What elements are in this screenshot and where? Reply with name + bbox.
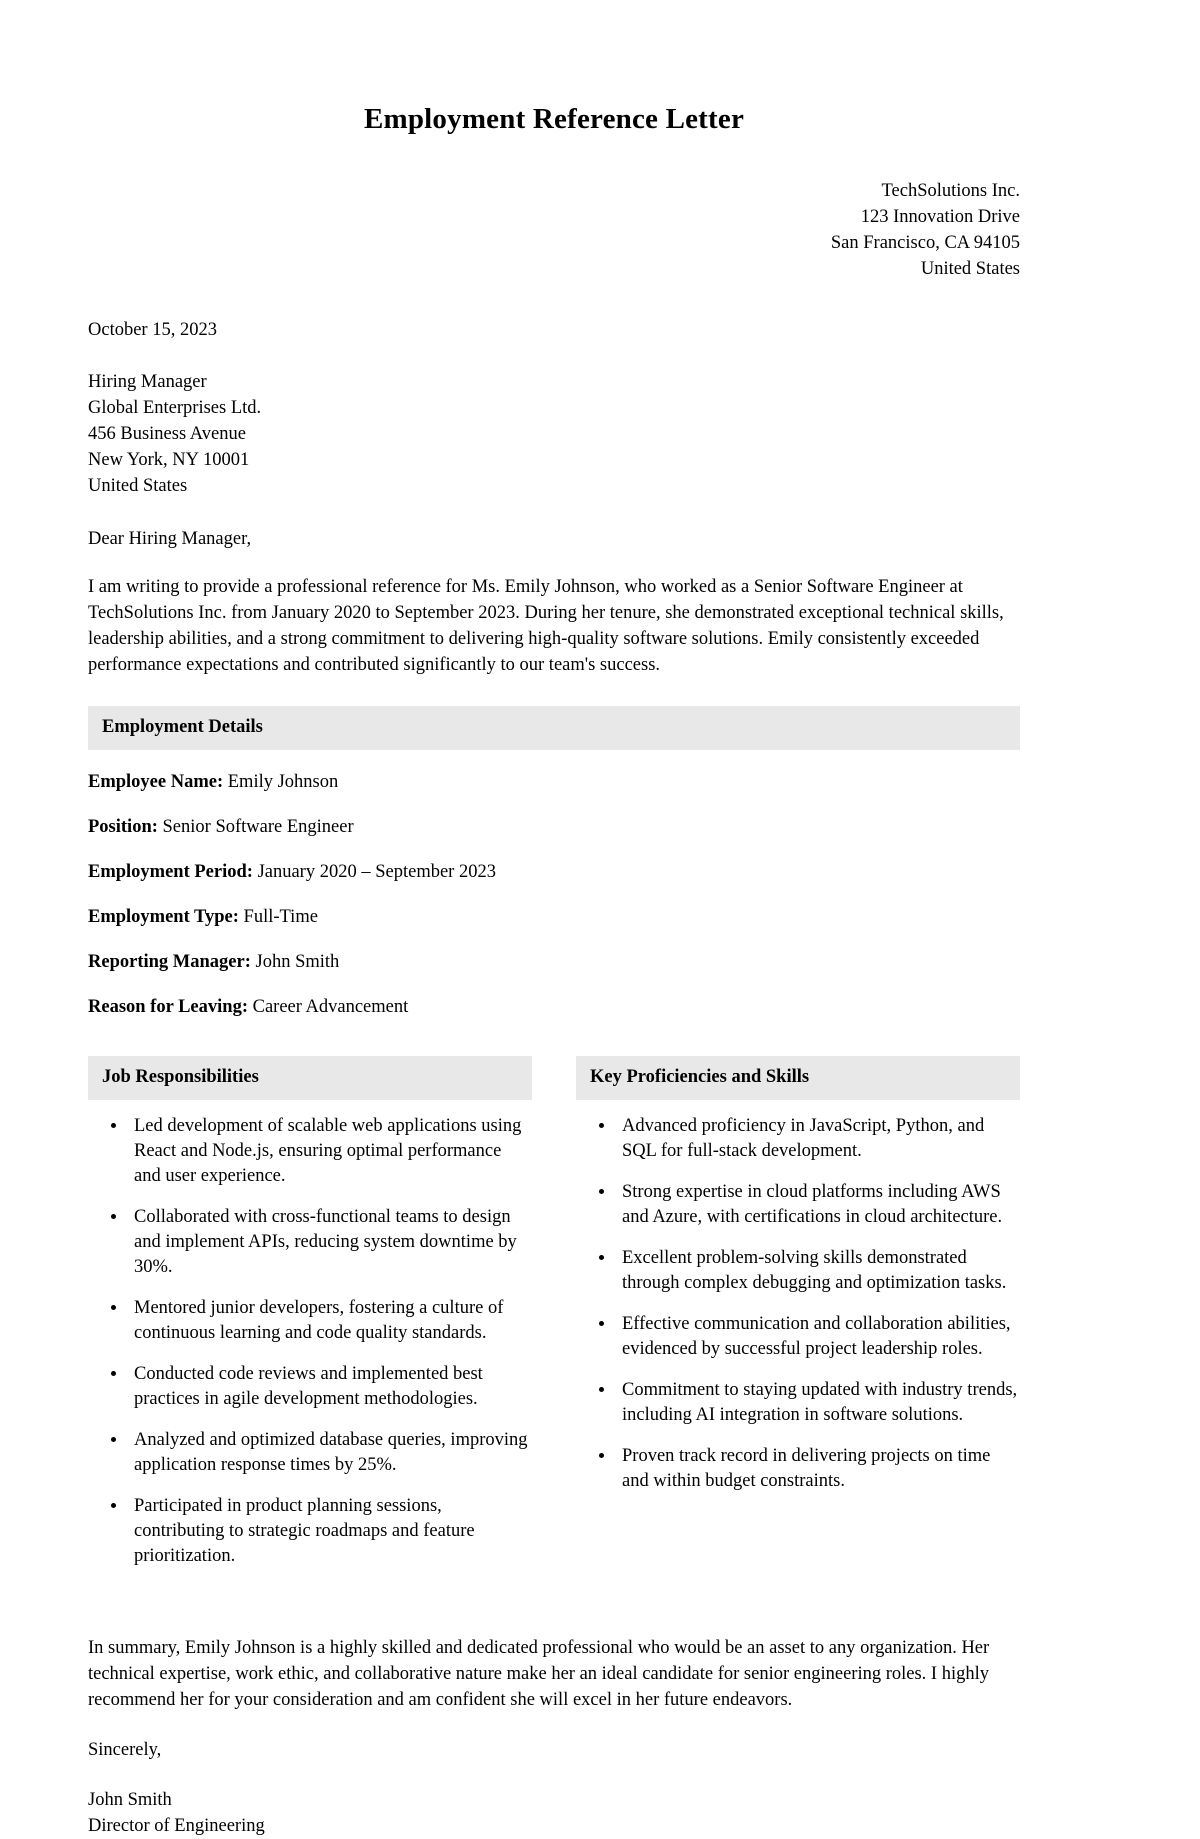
responsibilities-heading: Job Responsibilities xyxy=(88,1056,532,1100)
employment-details-heading: Employment Details xyxy=(88,706,1020,750)
opening-paragraph: I am writing to provide a professional reference for Ms. Emily Johnson, who worked as a Senior Software Engineer at TechSolutions Inc. from January 2020 to September 2023. During her tenure, she demonstrated exceptional technical skills, leadership abilities, and a strong commitment to delivering high-quality software solutions. Emily consistently exceeded performance expectations and contributed significantly to our team's success. xyxy=(88,576,1004,675)
detail-label: Employee Name: xyxy=(88,771,224,792)
detail-row xyxy=(88,859,1020,885)
list-item: • Led development of scalable web applications using React and Node.js, ensuring optimal performance and user experience. xyxy=(128,1114,532,1189)
detail-value: Career Advancement xyxy=(252,996,409,1017)
skills-responsibilities-columns xyxy=(88,1056,1020,1585)
list-item: • Conducted code reviews and implemented best practices in agile development methodologies. xyxy=(128,1362,532,1412)
sender-address-block xyxy=(88,178,1020,282)
recipient-address-line: United States xyxy=(88,475,188,496)
sender-address-line: San Francisco, CA 94105 xyxy=(830,232,1020,253)
detail-label: Employment Period: xyxy=(88,861,253,882)
page-title: Employment Reference Letter xyxy=(363,103,745,135)
list-item: • Strong expertise in cloud platforms including AWS and Azure, with certifications in cloud architecture. xyxy=(616,1180,1020,1230)
detail-value: Emily Johnson xyxy=(227,771,339,792)
detail-label: Reporting Manager: xyxy=(88,951,251,972)
recipient-address-line: Global Enterprises Ltd. xyxy=(88,397,262,418)
recipient-address-line: New York, NY 10001 xyxy=(88,449,250,470)
employment-details-list xyxy=(88,769,1020,1020)
detail-label: Reason for Leaving: xyxy=(88,996,248,1017)
sender-address-line: United States xyxy=(920,258,1020,279)
detail-label: Employment Type: xyxy=(88,906,239,927)
skills-list xyxy=(576,1114,1020,1494)
detail-row xyxy=(88,769,1020,795)
sender-address-line: TechSolutions Inc. xyxy=(881,180,1020,201)
skills-heading: Key Proficiencies and Skills xyxy=(576,1056,1020,1100)
list-item: • Analyzed and optimized database queries, improving application response times by 25%. xyxy=(128,1428,532,1478)
list-item: • Commitment to staying updated with industry trends, including AI integration in software solutions. xyxy=(616,1378,1020,1428)
detail-value: January 2020 – September 2023 xyxy=(257,861,496,882)
detail-row xyxy=(88,994,1020,1020)
letter-date: October 15, 2023 xyxy=(88,319,217,340)
closing-paragraph: In summary, Emily Johnson is a highly skilled and dedicated professional who would be an asset to any organization. Her technical expertise, work ethic, and collaborative nature make her an ideal candidate for senior engineering roles. I highly recommend her for your consideration and am confident she will excel in her future endeavors. xyxy=(88,1637,990,1710)
signoff: Sincerely, xyxy=(88,1739,162,1760)
recipient-address-block xyxy=(88,369,1020,499)
detail-value: Senior Software Engineer xyxy=(162,816,354,837)
list-item: • Effective communication and collaboration abilities, evidenced by successful project leadership roles. xyxy=(616,1312,1020,1362)
list-item: • Mentored junior developers, fostering a culture of continuous learning and code quality standards. xyxy=(128,1296,532,1346)
recipient-address-line: Hiring Manager xyxy=(88,371,207,392)
skills-column xyxy=(576,1056,1020,1585)
detail-row xyxy=(88,949,1020,975)
list-item: • Excellent problem-solving skills demonstrated through complex debugging and optimization tasks. xyxy=(616,1246,1020,1296)
signature-name: John Smith xyxy=(88,1789,172,1810)
recipient-address-line: 456 Business Avenue xyxy=(88,423,246,444)
list-item: • Advanced proficiency in JavaScript, Python, and SQL for full-stack development. xyxy=(616,1114,1020,1164)
list-item: • Participated in product planning sessions, contributing to strategic roadmaps and feature prioritization. xyxy=(128,1494,532,1569)
signature-title: Director of Engineering xyxy=(88,1815,265,1836)
detail-row xyxy=(88,904,1020,930)
detail-label: Position: xyxy=(88,816,158,837)
sender-address-line: 123 Innovation Drive xyxy=(860,206,1020,227)
list-item: • Proven track record in delivering projects on time and within budget constraints. xyxy=(616,1444,1020,1494)
responsibilities-list xyxy=(88,1114,532,1569)
salutation: Dear Hiring Manager, xyxy=(88,528,252,549)
detail-row xyxy=(88,814,1020,840)
detail-value: Full-Time xyxy=(243,906,318,927)
responsibilities-column xyxy=(88,1056,532,1585)
detail-value: John Smith xyxy=(255,951,340,972)
list-item: • Collaborated with cross-functional teams to design and implement APIs, reducing system downtime by 30%. xyxy=(128,1205,532,1280)
